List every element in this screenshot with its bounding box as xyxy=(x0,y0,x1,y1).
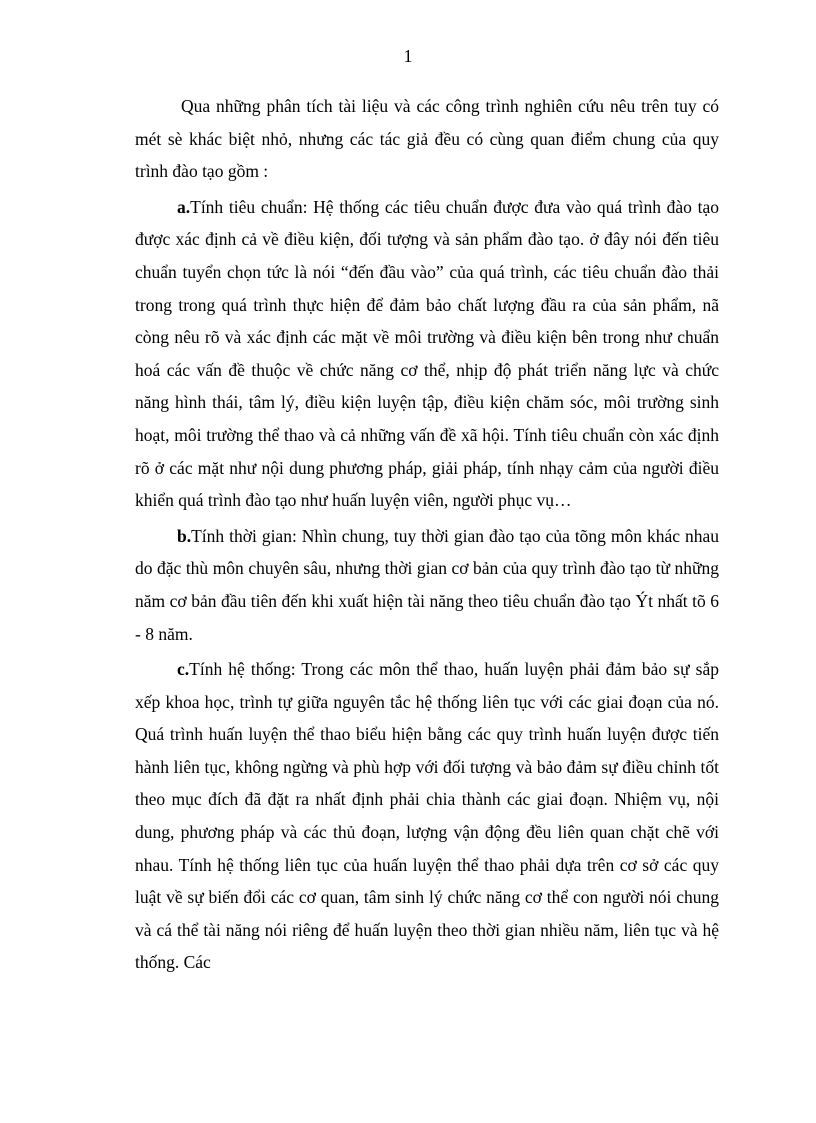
paragraph-b-text: Tính thời gian: Nhìn chung, tuy thời gian đào tạo của tõng môn khác nhau do đặc thù môn chuyên sâu, nhưng thời gian cơ bản của quy trình đào tạo từ những năm cơ bản đầu tiên đến khi xuất hiện tài năng theo tiêu chuẩn đào tạo Ýt nhất tõ 6 - 8 năm. xyxy=(135,525,719,644)
paragraph-a-text: Tính tiêu chuẩn: Hệ thống các tiêu chuẩn được đưa vào quá trình đào tạo được xác định cả về điều kiện, đối tượng và sản phẩm đào tạo. ở đây nói đến tiêu chuẩn tuyển chọn tức là nói “đến đầu vào” của quá trình, các tiêu chuẩn đào thải trong trong quá trình thực hiện để đảm bảo chất lượng đầu ra của sản phẩm, nã còng nêu rõ và xác định các mặt về môi trường và điều kiện bên trong như chuẩn hoá các vấn đề thuộc về chức năng cơ thể, nhịp độ phát triển năng lực và chức năng hình thái, tâm lý, điều kiện luyện tập, điều kiện chăm sóc, môi trường sinh hoạt, môi trường thể thao và cả những vấn đề xã hội. Tính tiêu chuẩn còn xác định rõ ở các mặt như nội dung phương pháp, giải pháp, tính nhạy cảm của người điều khiển quá trình đào tạo như huấn luyện viên, người phục vụ… xyxy=(135,196,719,511)
page-number: 1 xyxy=(403,46,413,66)
intro-paragraph: Qua những phân tích tài liệu và các công trình nghiên cứu nêu trên tuy có mét sè khác biệt nhỏ, nhưng các tác giả đều có cùng quan điểm chung của quy trình đào tạo gồm : xyxy=(135,96,719,182)
paragraph-a xyxy=(135,191,719,517)
paragraph-c-text: Tính hệ thống: Trong các môn thể thao, huấn luyện phải đảm bảo sự sắp xếp khoa học, trình tự giữa nguyên tắc hệ thống liên tục với các giai đoạn của nó. Quá trình huấn luyện thể thao biểu hiện bằng các quy trình huấn luyện được tiến hành liên tục, không ngừng và phù hợp với đối tượng và bảo đảm sự điều chỉnh tốt theo mục đích đã đặt ra nhất định phải chia thành các giai đoạn. Nhiệm vụ, nội dung, phương pháp và các thủ đoạn, lượng vận động đều liên quan chặt chẽ với nhau. Tính hệ thống liên tục của huấn luyện thể thao phải dựa trên cơ sở các quy luật về sự biến đổi các cơ quan, tâm sinh lý chức năng cơ thể con người nói chung và cá thể tài năng nói riêng để huấn luyện theo thời gian nhiều năm, liên tục và hệ thống. Các xyxy=(135,659,719,973)
paragraph-c-label: c. xyxy=(177,659,190,680)
paragraph-c xyxy=(135,653,719,979)
paragraph-b xyxy=(135,520,719,650)
paragraph-a-label: a. xyxy=(177,196,191,217)
body-text xyxy=(135,90,719,982)
paragraph-b-label: b. xyxy=(177,525,192,546)
